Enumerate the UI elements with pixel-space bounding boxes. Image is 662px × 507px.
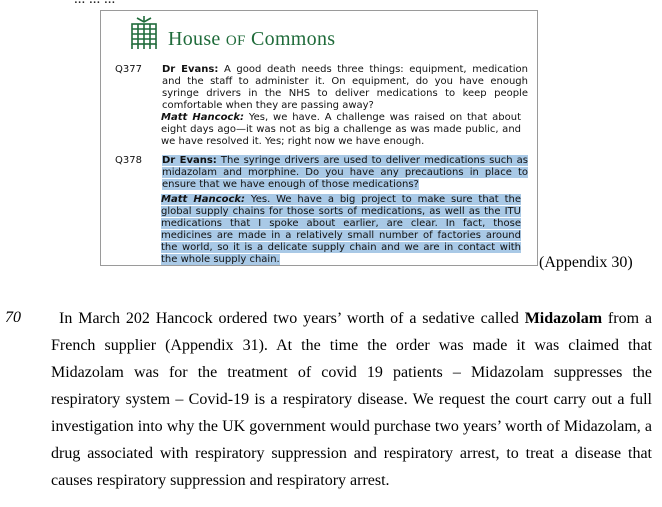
speaker-name: Matt Hancock: [161, 112, 245, 123]
previous-text-fragment [74, 0, 115, 8]
paragraph-number: 70 [5, 309, 21, 326]
portcullis-logo-icon [129, 16, 159, 52]
question-number: Q378 [115, 155, 142, 166]
house-of-commons-title: House OF Commons [168, 28, 336, 50]
appendix-reference: (Appendix 30) [539, 254, 633, 271]
highlighted-question-text: The syringe drivers are used to deliver medications such as midazolam and morphine. Do you have any precautions in place to ensure that we have enough of those medications? [162, 155, 528, 190]
paragraph-body: from a French supplier (Appendix 31). At the time the order was made it was claimed that Midazolam was for the treatment of covid 19 patients – Midazolam suppresses the respiratory system – Covid-19 is a respiratory disease. We request the court carry out a full investigation into why the UK government would purchase two years’ worth of Midazolam, a drug associated with respiratory suppression and respiratory arrest, to treat a disease that causes respiratory suppression and respiratory arrest. [51, 310, 653, 489]
speaker-name: Dr Evans: [162, 155, 217, 166]
hansard-excerpt [100, 10, 538, 266]
question-text: A good death needs three things: equipment, medication and the staff to administer it. On equipment, do you have enough syringe drivers in the NHS to deliver medications to keep people comfortable when they are passing away? [162, 64, 528, 111]
question-number: Q377 [115, 64, 142, 75]
highlighted-answer-text: Yes. We have a big project to make sure that the global supply chains for those sorts of medications, as well as the ITU medications that I spoke about earlier, are clear. In fact, those medicines are made in a relatively small number of factories around the world, so it is a delicate supply chain and we are in contact with the whole supply chain. [161, 194, 521, 265]
speaker-name: Dr Evans: [162, 64, 219, 75]
speaker-name: Matt Hancock: [161, 194, 246, 205]
answer-text: Yes, we have. A challenge was raised on that about eight days ago—it was not as big a challenge as was made public, and we have resolved it. Yes; right now we have enough. [161, 112, 521, 147]
drug-name: Midazolam [524, 310, 603, 327]
paragraph-70 [51, 305, 652, 494]
paragraph-lead: In March 202 Hancock ordered two years’ worth of a sedative called [59, 310, 525, 327]
